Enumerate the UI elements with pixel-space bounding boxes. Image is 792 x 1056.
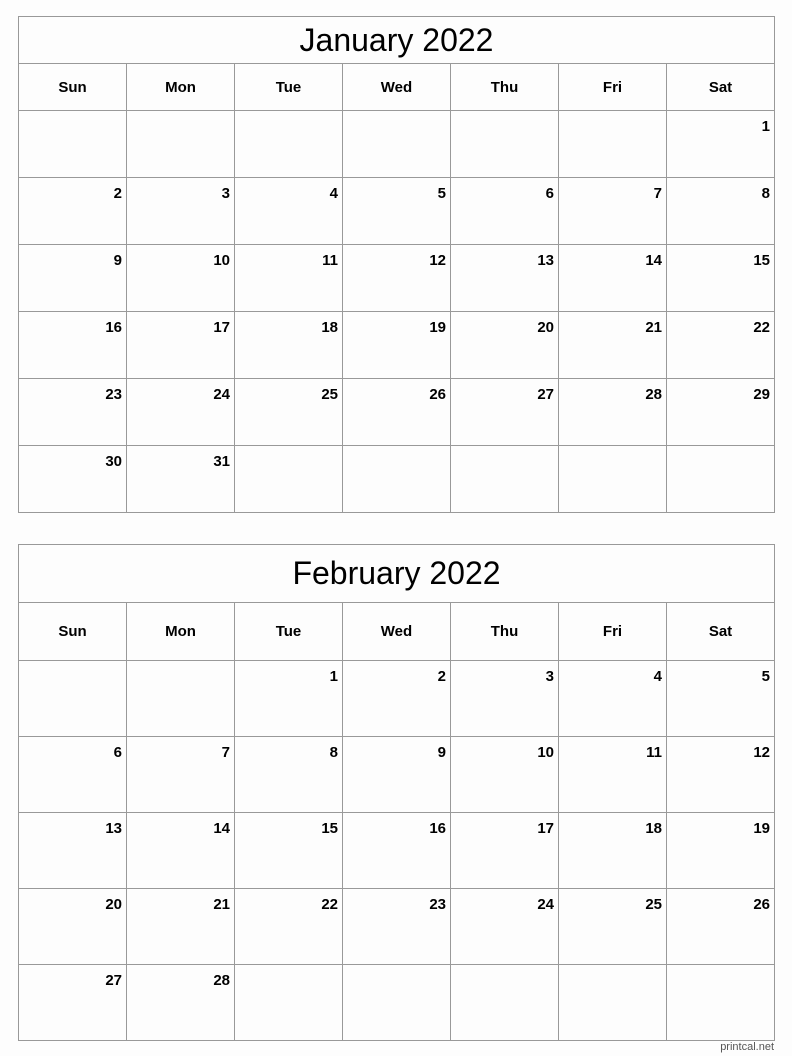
day-cell: 1 xyxy=(667,111,775,178)
day-cell: 27 xyxy=(451,379,559,446)
day-cell: 10 xyxy=(127,245,235,312)
weekday-tue: Tue xyxy=(235,603,343,661)
day-cell xyxy=(343,111,451,178)
weekday-thu: Thu xyxy=(451,603,559,661)
month-title-row xyxy=(19,17,775,64)
day-cell: 11 xyxy=(559,737,667,813)
day-cell: 15 xyxy=(667,245,775,312)
day-cell: 11 xyxy=(235,245,343,312)
weekday-sat: Sat xyxy=(667,64,775,111)
day-cell: 20 xyxy=(19,889,127,965)
day-cell xyxy=(127,661,235,737)
calendar-february-2022 xyxy=(18,544,775,1041)
month-title: January 2022 xyxy=(19,17,775,64)
day-cell: 5 xyxy=(343,178,451,245)
day-cell: 1 xyxy=(235,661,343,737)
week-row xyxy=(19,661,775,737)
month-title-row xyxy=(19,545,775,603)
day-cell xyxy=(235,965,343,1041)
calendar-january-2022 xyxy=(18,16,775,513)
weekday-header-row xyxy=(19,64,775,111)
day-cell: 20 xyxy=(451,312,559,379)
day-cell: 31 xyxy=(127,446,235,513)
day-cell: 17 xyxy=(127,312,235,379)
day-cell: 19 xyxy=(343,312,451,379)
day-cell: 30 xyxy=(19,446,127,513)
weekday-header-row xyxy=(19,603,775,661)
week-row xyxy=(19,111,775,178)
day-cell: 24 xyxy=(127,379,235,446)
weekday-mon: Mon xyxy=(127,603,235,661)
day-cell xyxy=(559,111,667,178)
day-cell: 26 xyxy=(343,379,451,446)
day-cell: 19 xyxy=(667,813,775,889)
weekday-fri: Fri xyxy=(559,603,667,661)
day-cell xyxy=(559,446,667,513)
day-cell: 21 xyxy=(559,312,667,379)
day-cell: 9 xyxy=(19,245,127,312)
weekday-thu: Thu xyxy=(451,64,559,111)
day-cell: 16 xyxy=(343,813,451,889)
week-row xyxy=(19,446,775,513)
day-cell: 7 xyxy=(127,737,235,813)
day-cell: 18 xyxy=(559,813,667,889)
day-cell: 28 xyxy=(559,379,667,446)
day-cell: 24 xyxy=(451,889,559,965)
day-cell: 7 xyxy=(559,178,667,245)
day-cell xyxy=(343,965,451,1041)
weekday-fri: Fri xyxy=(559,64,667,111)
day-cell xyxy=(343,446,451,513)
day-cell: 29 xyxy=(667,379,775,446)
day-cell xyxy=(451,111,559,178)
day-cell xyxy=(451,446,559,513)
day-cell: 26 xyxy=(667,889,775,965)
day-cell: 17 xyxy=(451,813,559,889)
week-row xyxy=(19,889,775,965)
day-cell: 15 xyxy=(235,813,343,889)
day-cell: 10 xyxy=(451,737,559,813)
day-cell: 22 xyxy=(667,312,775,379)
day-cell: 23 xyxy=(343,889,451,965)
day-cell: 12 xyxy=(667,737,775,813)
day-cell: 8 xyxy=(667,178,775,245)
week-row xyxy=(19,312,775,379)
weekday-wed: Wed xyxy=(343,603,451,661)
week-row xyxy=(19,965,775,1041)
day-cell: 23 xyxy=(19,379,127,446)
day-cell xyxy=(451,965,559,1041)
day-cell: 21 xyxy=(127,889,235,965)
weekday-sun: Sun xyxy=(19,603,127,661)
day-cell: 27 xyxy=(19,965,127,1041)
day-cell: 18 xyxy=(235,312,343,379)
day-cell: 9 xyxy=(343,737,451,813)
day-cell: 2 xyxy=(343,661,451,737)
weekday-mon: Mon xyxy=(127,64,235,111)
weekday-wed: Wed xyxy=(343,64,451,111)
month-title: February 2022 xyxy=(19,545,775,603)
day-cell: 6 xyxy=(19,737,127,813)
day-cell: 3 xyxy=(451,661,559,737)
day-cell xyxy=(19,111,127,178)
week-row xyxy=(19,178,775,245)
day-cell: 5 xyxy=(667,661,775,737)
day-cell: 25 xyxy=(559,889,667,965)
weekday-tue: Tue xyxy=(235,64,343,111)
day-cell: 12 xyxy=(343,245,451,312)
day-cell xyxy=(127,111,235,178)
day-cell: 3 xyxy=(127,178,235,245)
day-cell xyxy=(559,965,667,1041)
day-cell xyxy=(19,661,127,737)
week-row xyxy=(19,737,775,813)
day-cell xyxy=(667,446,775,513)
day-cell: 14 xyxy=(559,245,667,312)
site-credit: printcal.net xyxy=(720,1041,774,1053)
day-cell: 6 xyxy=(451,178,559,245)
day-cell: 13 xyxy=(451,245,559,312)
day-cell xyxy=(667,965,775,1041)
week-row xyxy=(19,245,775,312)
weekday-sun: Sun xyxy=(19,64,127,111)
day-cell xyxy=(235,446,343,513)
day-cell: 13 xyxy=(19,813,127,889)
day-cell: 25 xyxy=(235,379,343,446)
day-cell: 4 xyxy=(559,661,667,737)
day-cell: 28 xyxy=(127,965,235,1041)
day-cell: 2 xyxy=(19,178,127,245)
weekday-sat: Sat xyxy=(667,603,775,661)
week-row xyxy=(19,813,775,889)
day-cell: 4 xyxy=(235,178,343,245)
day-cell: 22 xyxy=(235,889,343,965)
day-cell: 16 xyxy=(19,312,127,379)
day-cell: 8 xyxy=(235,737,343,813)
day-cell: 14 xyxy=(127,813,235,889)
week-row xyxy=(19,379,775,446)
day-cell xyxy=(235,111,343,178)
